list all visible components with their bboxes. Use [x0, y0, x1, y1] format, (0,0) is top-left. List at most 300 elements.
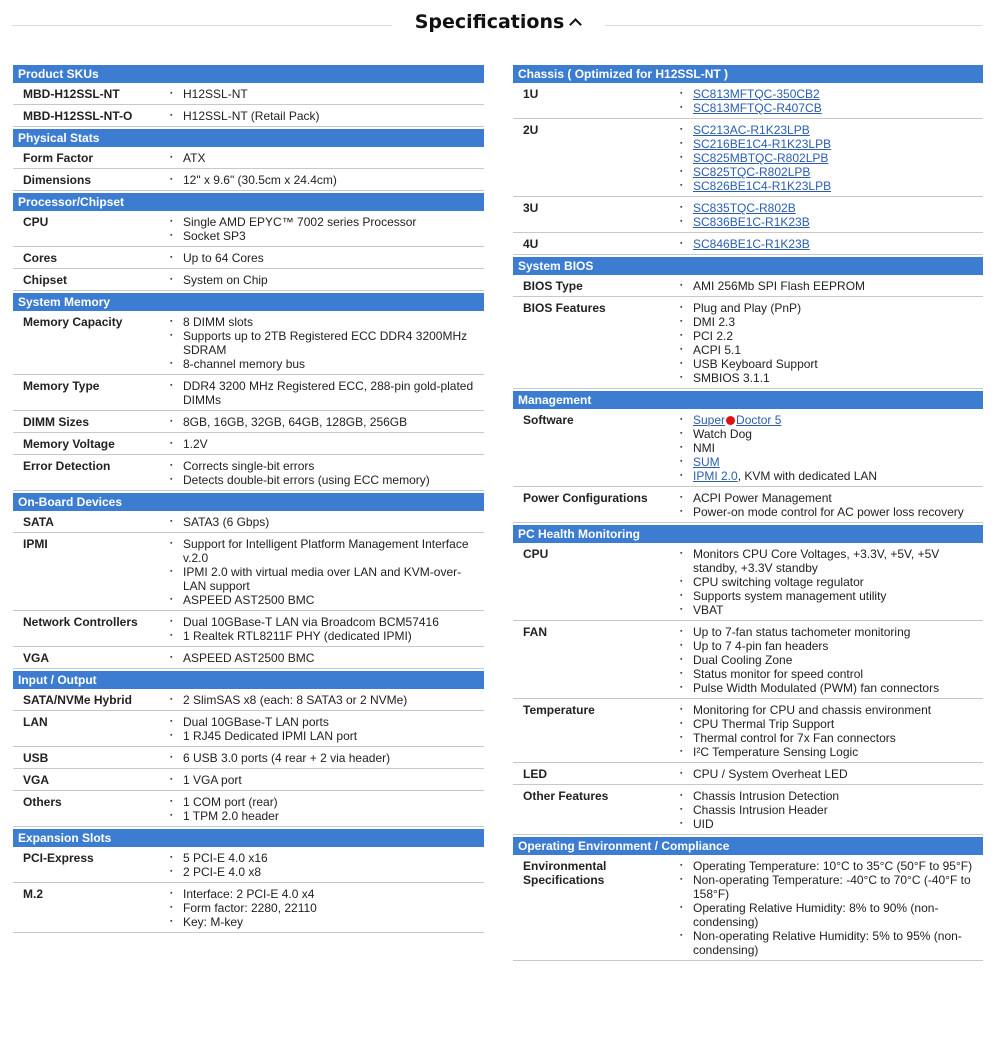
link-text[interactable]: SC835TQC-R802B [693, 201, 796, 215]
spec-value-item [170, 215, 484, 229]
spec-value-item [170, 901, 484, 915]
link-text[interactable]: SC846BE1C-R1K23B [693, 237, 810, 251]
link-text: 1.2V [183, 437, 208, 451]
section-expansion-slots [13, 829, 484, 933]
spec-value [153, 379, 484, 407]
link-text-suffix[interactable]: Doctor 5 [736, 413, 782, 427]
spec-value-item [170, 795, 484, 809]
spec-value-item [680, 873, 983, 901]
spec-text [183, 865, 261, 879]
spec-label: VGA [23, 773, 50, 787]
spec-value-item [170, 251, 484, 265]
link-text: Chassis Intrusion Detection [693, 789, 840, 803]
spec-label: Error Detection [23, 459, 111, 473]
spec-text [693, 859, 972, 873]
spec-value-item [680, 803, 983, 817]
spec-value-item [680, 767, 983, 781]
spec-value-item [170, 629, 484, 643]
spec-value-item [680, 441, 983, 455]
link-text: NMI [693, 441, 715, 455]
link-text: Up to 7-fan status tachometer monitoring [693, 625, 911, 639]
spec-value [153, 795, 484, 823]
spec-value-item[interactable] [680, 165, 983, 179]
spec-text [183, 851, 268, 865]
spec-value-item [170, 515, 484, 529]
link-text: 2 SlimSAS x8 (each: 8 SATA3 or 2 NVMe) [183, 693, 408, 707]
section-header: Input / Output [13, 671, 484, 689]
spec-value-item [170, 473, 484, 487]
section-header: Chassis ( Optimized for H12SSL-NT ) [513, 65, 983, 83]
spec-value-item [680, 371, 983, 385]
right-spec-column [513, 63, 983, 961]
spec-value-item [170, 537, 484, 565]
link-text[interactable]: SC813MFTQC-350CB2 [693, 87, 820, 101]
spec-link[interactable] [693, 87, 820, 101]
link-text[interactable]: SUM [693, 455, 720, 469]
spec-text [183, 715, 329, 729]
spec-text [183, 315, 253, 329]
spec-label: 2U [523, 123, 539, 137]
section-management [513, 391, 983, 523]
spec-label: Memory Capacity [23, 315, 123, 329]
spec-link[interactable] [693, 201, 796, 215]
spec-text [693, 717, 834, 731]
link-text[interactable]: SC826BE1C4-R1K23LPB [693, 179, 832, 193]
spec-link[interactable] [693, 137, 831, 151]
spec-value-item [170, 273, 484, 287]
section-processor-chipset [13, 193, 484, 291]
spec-row [13, 83, 484, 105]
spec-text [693, 667, 863, 681]
spec-text [183, 273, 268, 287]
spec-label: CPU [23, 215, 49, 229]
link-text: Operating Temperature: 10°C to 35°C (50°F to 95°F) [693, 859, 973, 873]
spec-row [13, 375, 484, 411]
divider-right [605, 25, 983, 26]
spec-label: Cores [23, 251, 58, 265]
spec-value-item [170, 87, 484, 101]
section-header: Expansion Slots [13, 829, 484, 847]
spec-text [183, 629, 412, 643]
spec-label: Memory Voltage [23, 437, 115, 451]
link-text: System on Chip [183, 273, 268, 287]
spec-value [153, 887, 484, 929]
spec-label: DIMM Sizes [23, 415, 90, 429]
spec-value-item [680, 681, 983, 695]
spec-row [13, 611, 484, 647]
section-pc-health-monitoring [513, 525, 983, 835]
spec-value-item [680, 301, 983, 315]
spec-link[interactable] [693, 455, 720, 469]
spec-text [693, 873, 971, 901]
spec-text [183, 887, 314, 901]
spec-label: IPMI [23, 537, 48, 551]
spec-row [13, 169, 484, 191]
spec-text [693, 767, 848, 781]
link-text: DDR4 3200 MHz Registered ECC, 288-pin gold-plated DIMMs [183, 379, 474, 407]
spec-value [153, 273, 484, 287]
spec-value [153, 173, 484, 187]
spec-text [693, 547, 939, 575]
spec-row [13, 105, 484, 127]
spec-value-item [680, 731, 983, 745]
spec-row [513, 785, 983, 835]
spec-value-item[interactable] [680, 179, 983, 193]
section-chassis-optimized-for-h12ssl-nt [513, 65, 983, 255]
spec-text [183, 109, 320, 123]
spec-link[interactable] [693, 469, 738, 483]
spec-text [693, 357, 818, 371]
page-title[interactable]: Specifications [0, 11, 995, 33]
spec-text [183, 459, 314, 473]
spec-row [513, 275, 983, 297]
link-text: Dual 10GBase-T LAN ports [183, 715, 329, 729]
spec-value [153, 515, 484, 529]
spec-value [663, 413, 983, 483]
spec-value-item [680, 343, 983, 357]
spec-text [183, 87, 248, 101]
spec-value-item [170, 865, 484, 879]
spec-value-item [170, 173, 484, 187]
link-text[interactable]: SC813MFTQC-R407CB [693, 101, 822, 115]
spec-value-item [680, 315, 983, 329]
spec-text [183, 357, 305, 371]
spec-value-item [170, 773, 484, 787]
spec-label: Dimensions [23, 173, 92, 187]
spec-value-item [680, 817, 983, 831]
spec-text [693, 703, 931, 717]
spec-value-item [170, 715, 484, 729]
spec-value [663, 703, 983, 759]
spec-value-item[interactable] [680, 469, 983, 483]
spec-value-item [170, 437, 484, 451]
link-text: Thermal control for 7x Fan connectors [693, 731, 896, 745]
section-product-skus [13, 65, 484, 127]
link-text: CPU / System Overheat LED [693, 767, 848, 781]
link-text: 1 RJ45 Dedicated IPMI LAN port [183, 729, 358, 743]
spec-text [693, 731, 896, 745]
spec-text [183, 693, 407, 707]
spec-value-item [680, 789, 983, 803]
spec-value-item [170, 693, 484, 707]
spec-value-item[interactable] [680, 123, 983, 137]
spec-text [183, 229, 246, 243]
spec-row [513, 233, 983, 255]
link-text[interactable]: IPMI 2.0 [693, 469, 738, 483]
spec-label: MBD-H12SSL-NT [23, 87, 120, 101]
spec-value-item[interactable] [680, 137, 983, 151]
spec-value-item [170, 809, 484, 823]
section-operating-environment-compliance [513, 837, 983, 961]
link-text: H12SSL-NT [183, 87, 248, 101]
red-dot-icon [726, 416, 735, 425]
spec-value-item[interactable] [680, 101, 983, 115]
link-text: Dual Cooling Zone [693, 653, 793, 667]
link-text: Chassis Intrusion Header [693, 803, 828, 817]
spec-row [13, 247, 484, 269]
spec-text [183, 379, 473, 407]
spec-value-item[interactable] [680, 455, 983, 469]
spec-label: Power Configurations [523, 491, 648, 505]
spec-text [693, 789, 839, 803]
spec-value [663, 237, 983, 251]
section-header: Processor/Chipset [13, 193, 484, 211]
spec-text [183, 215, 416, 229]
spec-text [693, 441, 715, 455]
spec-row [13, 647, 484, 669]
spec-text [183, 901, 317, 915]
spec-value [153, 215, 484, 243]
link-text: 5 PCI-E 4.0 x16 [183, 851, 268, 865]
spec-value [663, 491, 983, 519]
left-spec-column [13, 63, 484, 933]
link-text: Key: M-key [183, 915, 244, 929]
spec-label: SATA/NVMe Hybrid [23, 693, 132, 707]
spec-label: VGA [23, 651, 50, 665]
spec-label: USB [23, 751, 49, 765]
spec-row [13, 455, 484, 491]
spec-value [153, 251, 484, 265]
spec-label: CPU [523, 547, 549, 561]
spec-value-item[interactable] [680, 201, 983, 215]
spec-text [693, 681, 939, 695]
spec-value-item [170, 751, 484, 765]
spec-text [693, 901, 938, 929]
spec-value [153, 615, 484, 643]
link-text[interactable]: SC836BE1C-R1K23B [693, 215, 810, 229]
spec-text [693, 589, 886, 603]
link-text[interactable]: SC825TQC-R802LPB [693, 165, 811, 179]
spec-value [663, 547, 983, 617]
spec-value-item [680, 603, 983, 617]
spec-row [513, 763, 983, 785]
link-text: Non-operating Temperature: -40°C to 70°C (-40°F to 158°F) [693, 873, 971, 901]
spec-value-item [170, 729, 484, 743]
link-text: Pulse Width Modulated (PWM) fan connectors [693, 681, 940, 695]
spec-value-item [680, 859, 983, 873]
spec-value-item[interactable] [680, 87, 983, 101]
spec-value [153, 651, 484, 665]
spec-link[interactable] [693, 101, 822, 115]
spec-value [663, 859, 983, 957]
spec-value-item [680, 653, 983, 667]
spec-value-item[interactable] [680, 151, 983, 165]
spec-label: Chipset [23, 273, 68, 287]
spec-text [693, 803, 828, 817]
spec-label: Form Factor [23, 151, 94, 165]
spec-label: Memory Type [23, 379, 100, 393]
spec-text [693, 575, 864, 589]
link-text: Power-on mode control for AC power loss recovery [693, 505, 964, 519]
spec-row [13, 269, 484, 291]
spec-text [693, 929, 962, 957]
spec-row [13, 147, 484, 169]
link-text: 1 VGA port [183, 773, 242, 787]
spec-value-item[interactable] [680, 237, 983, 251]
spec-row [513, 297, 983, 389]
link-text: 12" x 9.6" (30.5cm x 24.4cm) [183, 173, 337, 187]
specifications-header[interactable] [0, 0, 1000, 48]
spec-text [693, 603, 723, 617]
link-text: ASPEED AST2500 BMC [183, 651, 315, 665]
spec-row [513, 543, 983, 621]
spec-link[interactable] [693, 123, 810, 137]
link-text[interactable]: SC825MBTQC-R802LPB [693, 151, 829, 165]
spec-value-item [680, 279, 983, 293]
spec-row [13, 883, 484, 933]
spec-row [513, 197, 983, 233]
section-header: Operating Environment / Compliance [513, 837, 983, 855]
spec-value [153, 715, 484, 743]
link-text: 8-channel memory bus [183, 357, 306, 371]
spec-text [183, 329, 467, 357]
chevron-up-icon[interactable] [569, 18, 582, 31]
spec-link[interactable] [693, 179, 831, 193]
spec-value [153, 751, 484, 765]
spec-value-item [680, 929, 983, 957]
spec-value-item [170, 357, 484, 371]
spec-row [513, 409, 983, 487]
spec-value-item [680, 745, 983, 759]
section-on-board-devices [13, 493, 484, 669]
link-text: CPU switching voltage regulator [693, 575, 864, 589]
spec-text [183, 809, 279, 823]
link-text[interactable]: SC216BE1C4-R1K23LPB [693, 137, 832, 151]
spec-row [13, 211, 484, 247]
spec-text [183, 915, 243, 929]
link-text: AMI 256Mb SPI Flash EEPROM [693, 279, 866, 293]
spec-label: BIOS Type [523, 279, 583, 293]
spec-text [693, 427, 752, 441]
spec-row [13, 747, 484, 769]
spec-text [183, 537, 469, 565]
link-text: Monitors CPU Core Voltages, +3.3V, +5V, +5V standby, +3.3V standby [693, 547, 940, 575]
spec-text [183, 565, 461, 593]
spec-label: PCI-Express [23, 851, 94, 865]
spec-row [13, 411, 484, 433]
spec-text [183, 415, 407, 429]
spec-value-item [170, 229, 484, 243]
spec-value [153, 151, 484, 165]
spec-link[interactable] [693, 215, 810, 229]
spec-text [183, 173, 337, 187]
link-text: Interface: 2 PCI-E 4.0 x4 [183, 887, 315, 901]
spec-value [153, 537, 484, 607]
spec-value-item[interactable] [680, 413, 983, 427]
spec-value-item [170, 151, 484, 165]
spec-value-item [170, 565, 484, 593]
spec-text [693, 505, 964, 519]
spec-label: 3U [523, 201, 539, 215]
spec-text [183, 251, 264, 265]
link-text[interactable]: SC213AC-R1K23LPB [693, 123, 810, 137]
spec-text [183, 729, 357, 743]
link-text: Non-operating Relative Humidity: 5% to 95% (non-condensing) [693, 929, 962, 957]
link-text: SMBIOS 3.1.1 [693, 371, 770, 385]
link-text: Support for Intelligent Platform Management Interface v.2.0 [183, 537, 469, 565]
spec-row [13, 511, 484, 533]
spec-value-item [170, 315, 484, 329]
spec-text: , KVM with dedicated LAN [737, 469, 878, 483]
spec-row [513, 119, 983, 197]
spec-value-item[interactable] [680, 215, 983, 229]
spec-text [693, 329, 733, 343]
link-text[interactable]: Super [693, 413, 726, 427]
spec-link[interactable] [693, 413, 781, 427]
spec-row [513, 699, 983, 763]
spec-text [693, 491, 832, 505]
link-text: 1 TPM 2.0 header [183, 809, 279, 823]
link-text: Detects double-bit errors (using ECC memory) [183, 473, 430, 487]
link-text: PCI 2.2 [693, 329, 734, 343]
link-text: ATX [183, 151, 206, 165]
spec-value-item [680, 703, 983, 717]
link-text: UID [693, 817, 714, 831]
section-header: PC Health Monitoring [513, 525, 983, 543]
link-text: 2 PCI-E 4.0 x8 [183, 865, 262, 879]
spec-value-item [680, 589, 983, 603]
spec-link[interactable] [693, 165, 810, 179]
link-text: VBAT [693, 603, 724, 617]
spec-value-item [680, 717, 983, 731]
spec-value-item [680, 575, 983, 589]
spec-row [13, 769, 484, 791]
link-text: DMI 2.3 [693, 315, 736, 329]
spec-value-item [680, 491, 983, 505]
spec-text [183, 515, 269, 529]
link-text: 8 DIMM slots [183, 315, 254, 329]
link-text: I²C Temperature Sensing Logic [693, 745, 859, 759]
spec-link[interactable] [693, 151, 828, 165]
spec-value-item [680, 329, 983, 343]
section-header: Product SKUs [13, 65, 484, 83]
link-text: Monitoring for CPU and chassis environment [693, 703, 932, 717]
spec-value-item [170, 651, 484, 665]
link-text: Operating Relative Humidity: 8% to 90% (non-condensing) [693, 901, 939, 929]
spec-label: Temperature [523, 703, 595, 717]
spec-value-item [170, 887, 484, 901]
spec-link[interactable] [693, 237, 810, 251]
section-physical-stats [13, 129, 484, 191]
link-text: Corrects single-bit errors [183, 459, 315, 473]
spec-label: MBD-H12SSL-NT-O [23, 109, 133, 123]
spec-label: Software [523, 413, 574, 427]
section-header: Management [513, 391, 983, 409]
spec-value [153, 109, 484, 123]
spec-value [153, 773, 484, 787]
spec-text [693, 653, 792, 667]
spec-value-item [680, 667, 983, 681]
spec-value [663, 767, 983, 781]
link-text: USB Keyboard Support [693, 357, 818, 371]
spec-value-item [680, 639, 983, 653]
spec-row [13, 847, 484, 883]
spec-text [693, 343, 741, 357]
section-header: Physical Stats [13, 129, 484, 147]
spec-label: Other Features [523, 789, 609, 803]
spec-value [663, 123, 983, 193]
spec-label: LAN [23, 715, 48, 729]
spec-label: Environmental Specifications [523, 859, 607, 887]
spec-text [183, 615, 439, 629]
spec-row [13, 533, 484, 611]
spec-value-item [680, 505, 983, 519]
spec-value-item [170, 851, 484, 865]
spec-value-item [170, 593, 484, 607]
link-text: CPU Thermal Trip Support [693, 717, 835, 731]
spec-text [183, 651, 314, 665]
spec-row [13, 689, 484, 711]
